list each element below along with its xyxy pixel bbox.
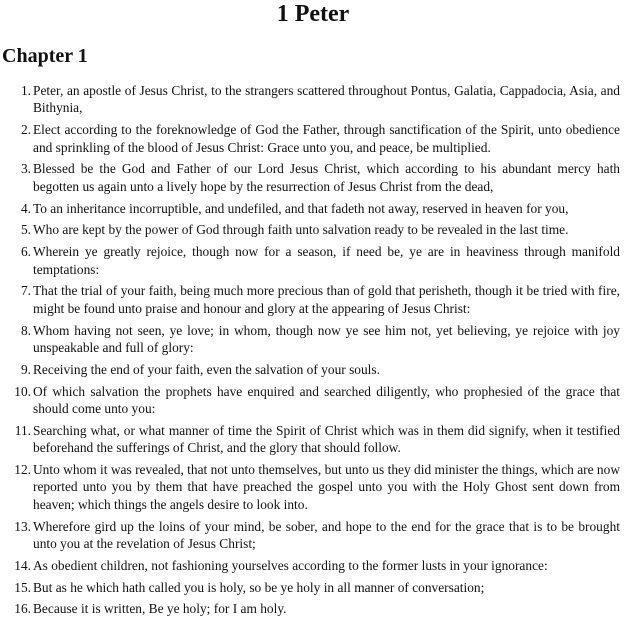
verse-number: 7. — [20, 283, 31, 299]
verse-text: Wherein ye greatly rejoice, though now for a season, if need be, ye are in heaviness through manifold temptations: — [33, 244, 620, 277]
verse — [0, 518, 620, 553]
verse — [0, 82, 620, 117]
verse-text: Who are kept by the power of God through faith unto salvation ready to be revealed in the last time. — [33, 222, 569, 238]
verse — [0, 557, 620, 574]
verse — [0, 121, 620, 156]
verse-text: But as he which hath called you is holy, so be ye holy in all manner of conversation; — [33, 579, 485, 595]
verse-text: Wherefore gird up the loins of your mind, be sober, and hope to the end for the grace that is to be brought unto you at the revelation of Jesus Christ; — [33, 518, 620, 552]
verse — [0, 282, 620, 317]
verse-text: As obedient children, not fashioning yourselves according to the former lusts in your ignorance: — [33, 557, 548, 573]
verse — [0, 383, 620, 418]
verse-number: 13. — [14, 518, 31, 534]
verse-number: 6. — [20, 244, 31, 260]
verse-number: 5. — [20, 222, 31, 238]
verse-number: 11. — [14, 422, 31, 438]
verse-number: 2. — [20, 122, 31, 138]
verse-number: 9. — [20, 361, 31, 377]
chapter-title: Chapter 1 — [2, 45, 88, 67]
verse — [0, 600, 620, 617]
verse-text: That the trial of your faith, being much more precious than of gold that perisheth, though it be tried with fire, might be found unto praise and honour and glory at the appearing of Jesus Christ: — [33, 283, 620, 316]
verse — [0, 579, 620, 596]
verse — [0, 461, 620, 513]
verse-list — [0, 82, 620, 622]
verse — [0, 221, 620, 238]
verse-number: 10. — [14, 383, 31, 399]
verse-text: Peter, an apostle of Jesus Christ, to the strangers scattered throughout Pontus, Galatia, Cappadocia, Asia, and Bithynia, — [33, 83, 620, 116]
verse-text: To an inheritance incorruptible, and undefiled, and that fadeth not away, reserved in heaven for you, — [33, 200, 569, 216]
verse-number: 4. — [20, 200, 31, 216]
verse — [0, 200, 620, 217]
verse-number: 16. — [14, 601, 31, 617]
verse-number: 12. — [14, 462, 31, 478]
verse-number: 15. — [14, 579, 31, 595]
verse — [0, 243, 620, 278]
verse — [0, 322, 620, 357]
book-title: 1 Peter — [276, 1, 350, 27]
verse-number: 8. — [20, 322, 31, 338]
verse-text: Of which salvation the prophets have enquired and searched diligently, who prophesied of the grace that should come unto you: — [33, 383, 620, 417]
verse — [0, 160, 620, 195]
verse-number: 1. — [20, 83, 31, 98]
verse — [0, 361, 620, 378]
verse-text: Searching what, or what manner of time the Spirit of Christ which was in them did signify, when it testified beforehand the sufferings of Christ, and the glory that should follow. — [33, 422, 620, 456]
verse-text: Receiving the end of your faith, even the salvation of your souls. — [33, 361, 380, 377]
verse-text: Unto whom it was revealed, that not unto themselves, but unto us they did minister the things, which are now reported unto you by them that have preached the gospel unto you with the Holy Ghost sent down from heaven; which things the angels desire to look into. — [33, 462, 620, 512]
verse-number: 14. — [14, 557, 31, 573]
verse-text: Blessed be the God and Father of our Lord Jesus Christ, which according to his abundant mercy hath begotten us again unto a lively hope by the resurrection of Jesus Christ from the dead, — [33, 161, 620, 194]
verse — [0, 422, 620, 457]
verse-text: Elect according to the foreknowledge of God the Father, through sanctification of the Spirit, unto obedience and sprinkling of the blood of Jesus Christ: Grace unto you, and peace, be multiplied. — [33, 122, 620, 155]
verse-number: 3. — [20, 161, 31, 177]
verse-text: Whom having not seen, ye love; in whom, though now ye see him not, yet believing, ye rejoice with joy unspeakable and full of glory: — [33, 322, 620, 356]
verse-text: Because it is written, Be ye holy; for I am holy. — [33, 601, 287, 617]
